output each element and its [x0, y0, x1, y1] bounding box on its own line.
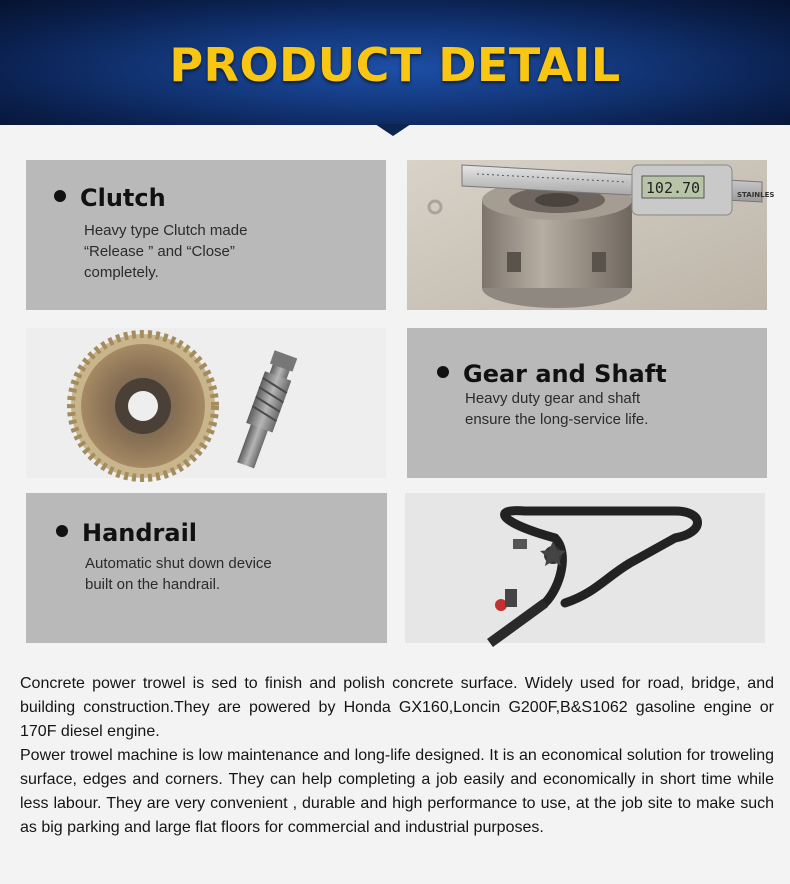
handrail-title	[56, 519, 197, 547]
handrail-text-panel	[26, 493, 387, 643]
caliper-brand: STAINLES	[737, 191, 775, 199]
gear-text-panel	[407, 328, 767, 478]
bullet-icon	[56, 525, 68, 537]
header-pointer	[375, 124, 411, 136]
bullet-icon	[437, 366, 449, 378]
clutch-title	[54, 184, 166, 212]
clutch-photo	[407, 160, 775, 310]
clutch-description: Heavy type Clutch made “Release ” and “Close” completely.	[84, 222, 248, 281]
handrail-photo	[405, 493, 765, 643]
bullet-icon	[54, 190, 66, 202]
gear-shaft-image	[26, 328, 386, 478]
description-paragraph-1: Concrete power trowel is sed to finish and polish concrete surface. Widely used for road, bridge, and building construction.They are powered by Honda GX160,Loncin G200F,B&S1062 gasoline engine or 170F diesel engine.	[20, 675, 774, 740]
clutch-title-text: Clutch	[80, 184, 166, 212]
clutch-text-panel	[26, 160, 386, 310]
caliper-reading: 102.70	[645, 179, 701, 197]
header-banner	[0, 0, 790, 125]
page-title: PRODUCT DETAIL	[169, 38, 621, 92]
description-paragraph-2: Power trowel machine is low maintenance and long-life designed. It is an economical solution for troweling surface, edges and corners. They can help completing a job easily and economically in short time while less labour. They are very convenient , durable and high performance to use, at the job site to make such as big parking and large flat floors for commercial and industrial purposes.	[20, 747, 774, 836]
handrail-image	[405, 493, 765, 643]
gear-description: Heavy duty gear and shaft ensure the long-service life.	[465, 390, 649, 428]
handrail-title-text: Handrail	[82, 519, 198, 547]
handrail-description: Automatic shut down device built on the handrail.	[85, 555, 272, 593]
product-description	[20, 672, 774, 840]
clutch-caliper-image	[407, 160, 775, 310]
gear-title-text: Gear and Shaft	[463, 360, 667, 388]
gear-photo	[26, 328, 386, 478]
gear-title	[437, 360, 667, 388]
